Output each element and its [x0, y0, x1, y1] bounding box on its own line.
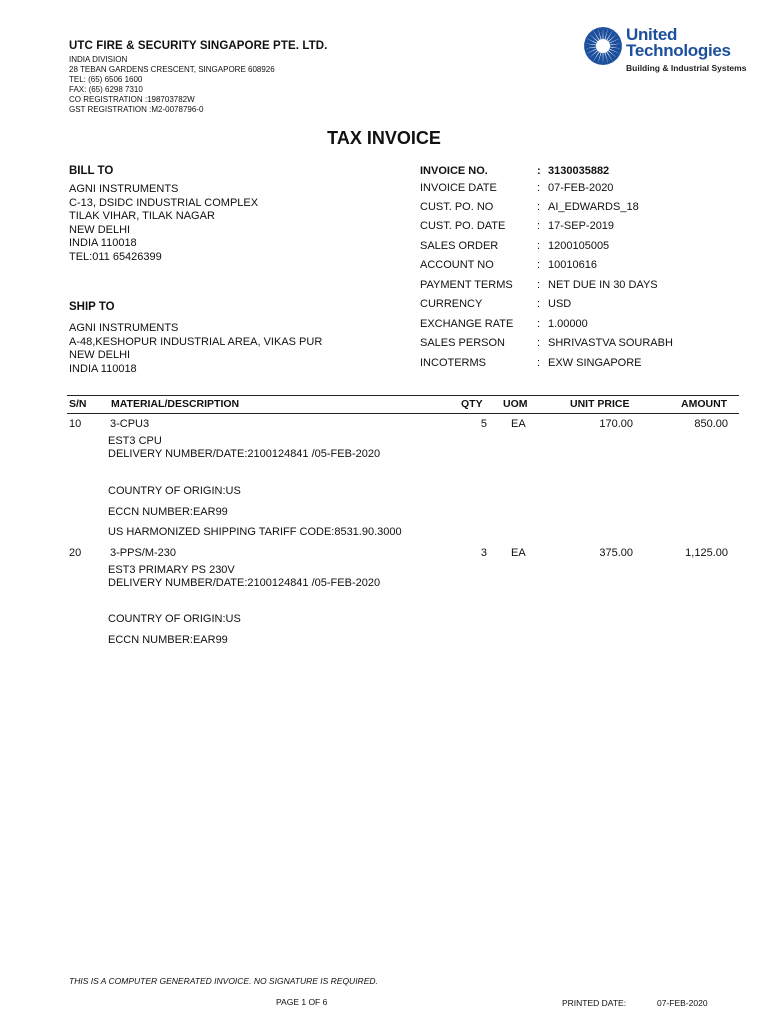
item-detail: ECCN NUMBER:EAR99	[108, 506, 228, 518]
sales-person-value: SHRIVASTVA SOURABH	[548, 337, 673, 349]
col-header-amount: AMOUNT	[681, 398, 728, 410]
ship-to-line: A-48,KESHOPUR INDUSTRIAL AREA, VIKAS PUR	[69, 336, 323, 348]
meta-colon: :	[537, 259, 541, 271]
item-unit-price: 170.00	[599, 418, 633, 430]
meta-colon: :	[537, 165, 541, 177]
col-header-sn: S/N	[69, 398, 87, 410]
incoterms-label: INCOTERMS	[420, 357, 486, 369]
company-co-registration: CO REGISTRATION :198703782W	[69, 95, 195, 104]
col-header-uom: UOM	[503, 398, 528, 410]
item-detail: COUNTRY OF ORIGIN:US	[108, 613, 241, 625]
bill-to-line: INDIA 110018	[69, 237, 137, 249]
item-detail: EST3 CPU	[108, 435, 162, 447]
item-qty: 5	[480, 418, 487, 430]
company-name: UTC FIRE & SECURITY SINGAPORE PTE. LTD.	[69, 40, 328, 52]
item-detail: DELIVERY NUMBER/DATE:2100124841 /05-FEB-2020	[108, 448, 381, 460]
item-detail: EST3 PRIMARY PS 230V	[108, 564, 235, 576]
meta-colon: :	[537, 337, 541, 349]
invoice-date-value: 07-FEB-2020	[548, 182, 614, 194]
bill-to-line: NEW DELHI	[69, 224, 131, 236]
item-unit-price: 375.00	[599, 547, 633, 559]
account-no-value: 10010616	[548, 259, 597, 271]
logo-wordmark-line1: United	[626, 25, 678, 44]
meta-colon: :	[537, 279, 541, 291]
item-detail: COUNTRY OF ORIGIN:US	[108, 485, 241, 497]
ship-to-line: NEW DELHI	[69, 349, 131, 361]
company-address: 28 TEBAN GARDENS CRESCENT, SINGAPORE 608926	[69, 65, 275, 74]
col-header-qty: QTY	[461, 398, 483, 410]
computer-generated-note: THIS IS A COMPUTER GENERATED INVOICE. NO SIGNATURE IS REQUIRED.	[69, 976, 378, 986]
item-uom: EA	[511, 547, 526, 559]
sunburst-logo-icon	[583, 26, 623, 66]
item-uom: EA	[511, 418, 526, 430]
item-amount: 1,125.00	[685, 547, 728, 559]
item-sn: 20	[69, 547, 82, 559]
sales-order-value: 1200105005	[548, 240, 610, 252]
currency-value: USD	[548, 298, 572, 310]
bill-to-line: C-13, DSIDC INDUSTRIAL COMPLEX	[69, 197, 259, 209]
item-detail: ECCN NUMBER:EAR99	[108, 634, 228, 646]
payment-terms-label: PAYMENT TERMS	[420, 279, 513, 291]
company-tel: TEL: (65) 6506 1600	[69, 75, 143, 84]
cust-po-date-value: 17-SEP-2019	[548, 220, 615, 232]
item-qty: 3	[480, 547, 487, 559]
item-detail: US HARMONIZED SHIPPING TARIFF CODE:8531.90.3000	[108, 526, 402, 538]
meta-colon: :	[537, 240, 541, 252]
incoterms-value: EXW SINGAPORE	[548, 357, 642, 369]
company-fax: FAX: (65) 6298 7310	[69, 85, 143, 94]
meta-colon: :	[537, 298, 541, 310]
ship-to-line: AGNI INSTRUMENTS	[69, 322, 179, 334]
printed-date-label: PRINTED DATE:	[562, 998, 627, 1008]
cust-po-no-value: AI_EDWARDS_18	[548, 201, 639, 213]
exchange-rate-label: EXCHANGE RATE	[420, 318, 514, 330]
page-number: PAGE 1 OF 6	[276, 997, 328, 1007]
ship-to-heading: SHIP TO	[69, 301, 115, 313]
account-no-label: ACCOUNT NO	[420, 259, 494, 271]
sales-order-label: SALES ORDER	[420, 240, 499, 252]
bill-to-line: TEL:011 65426399	[69, 251, 162, 263]
invoice-date-label: INVOICE DATE	[420, 182, 497, 194]
item-material: 3-CPU3	[110, 418, 150, 430]
item-amount: 850.00	[694, 418, 728, 430]
cust-po-date-label: CUST. PO. DATE	[420, 220, 506, 232]
cust-po-no-label: CUST. PO. NO	[420, 201, 494, 213]
united-technologies-logo	[583, 24, 747, 80]
logo-wordmark-line2: Technologies	[626, 41, 731, 60]
sales-person-label: SALES PERSON	[420, 337, 505, 349]
payment-terms-value: NET DUE IN 30 DAYS	[548, 279, 658, 291]
item-detail: DELIVERY NUMBER/DATE:2100124841 /05-FEB-2020	[108, 577, 381, 589]
bill-to-heading: BILL TO	[69, 165, 114, 177]
meta-colon: :	[537, 201, 541, 213]
table-header-rule	[67, 413, 739, 414]
meta-colon: :	[537, 318, 541, 330]
ship-to-line: INDIA 110018	[69, 363, 137, 375]
invoice-no-label: INVOICE NO.	[420, 165, 488, 177]
company-gst-registration: GST REGISTRATION :M2-0078796-0	[69, 105, 204, 114]
company-division: INDIA DIVISION	[69, 55, 128, 64]
exchange-rate-value: 1.00000	[548, 318, 588, 330]
item-sn: 10	[69, 418, 82, 430]
document-title: TAX INVOICE	[327, 128, 441, 148]
invoice-no-value: 3130035882	[548, 165, 610, 177]
meta-colon: :	[537, 220, 541, 232]
bill-to-line: AGNI INSTRUMENTS	[69, 183, 179, 195]
currency-label: CURRENCY	[420, 298, 483, 310]
bill-to-line: TILAK VIHAR, TILAK NAGAR	[69, 210, 215, 222]
printed-date-value: 07-FEB-2020	[657, 998, 708, 1008]
col-header-unit-price: UNIT PRICE	[570, 398, 630, 410]
meta-colon: :	[537, 182, 541, 194]
table-top-rule	[67, 395, 739, 396]
meta-colon: :	[537, 357, 541, 369]
item-material: 3-PPS/M-230	[110, 547, 177, 559]
col-header-material: MATERIAL/DESCRIPTION	[111, 398, 240, 410]
logo-tagline: Building & Industrial Systems	[626, 63, 747, 73]
